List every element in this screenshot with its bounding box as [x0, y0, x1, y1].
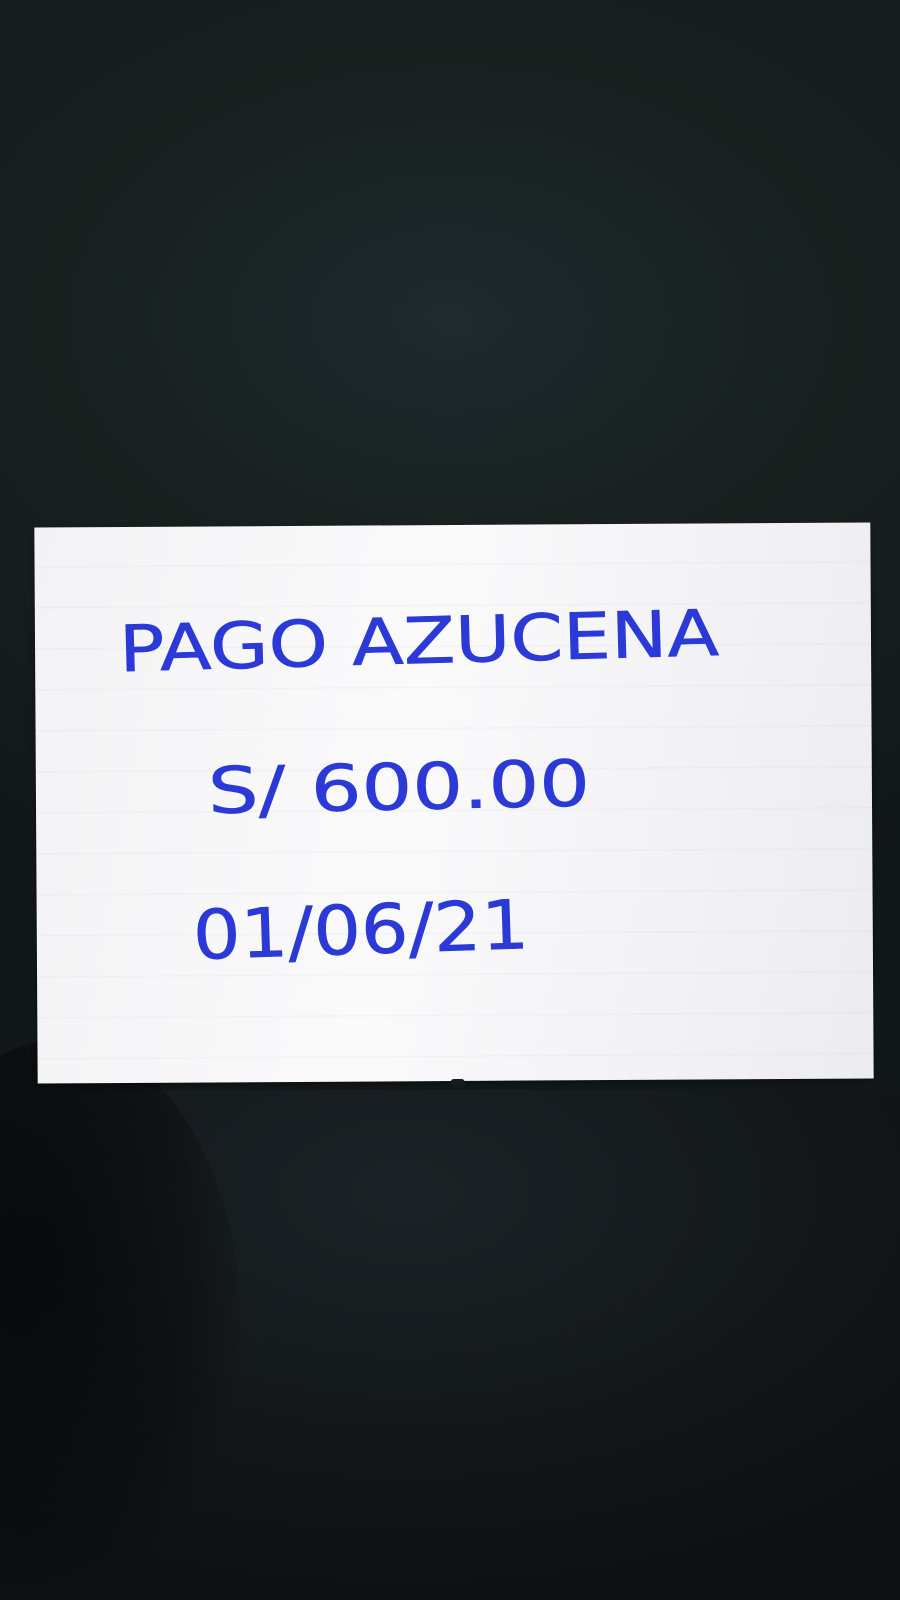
note-date: 01/06/21	[191, 887, 500, 976]
note-amount: S/ 600.00	[207, 749, 516, 830]
paper-notch	[451, 1079, 465, 1085]
handwritten-note	[34, 522, 873, 1083]
handwriting-layer	[34, 522, 873, 1083]
note-title: PAGO AZUCENA	[118, 599, 629, 688]
